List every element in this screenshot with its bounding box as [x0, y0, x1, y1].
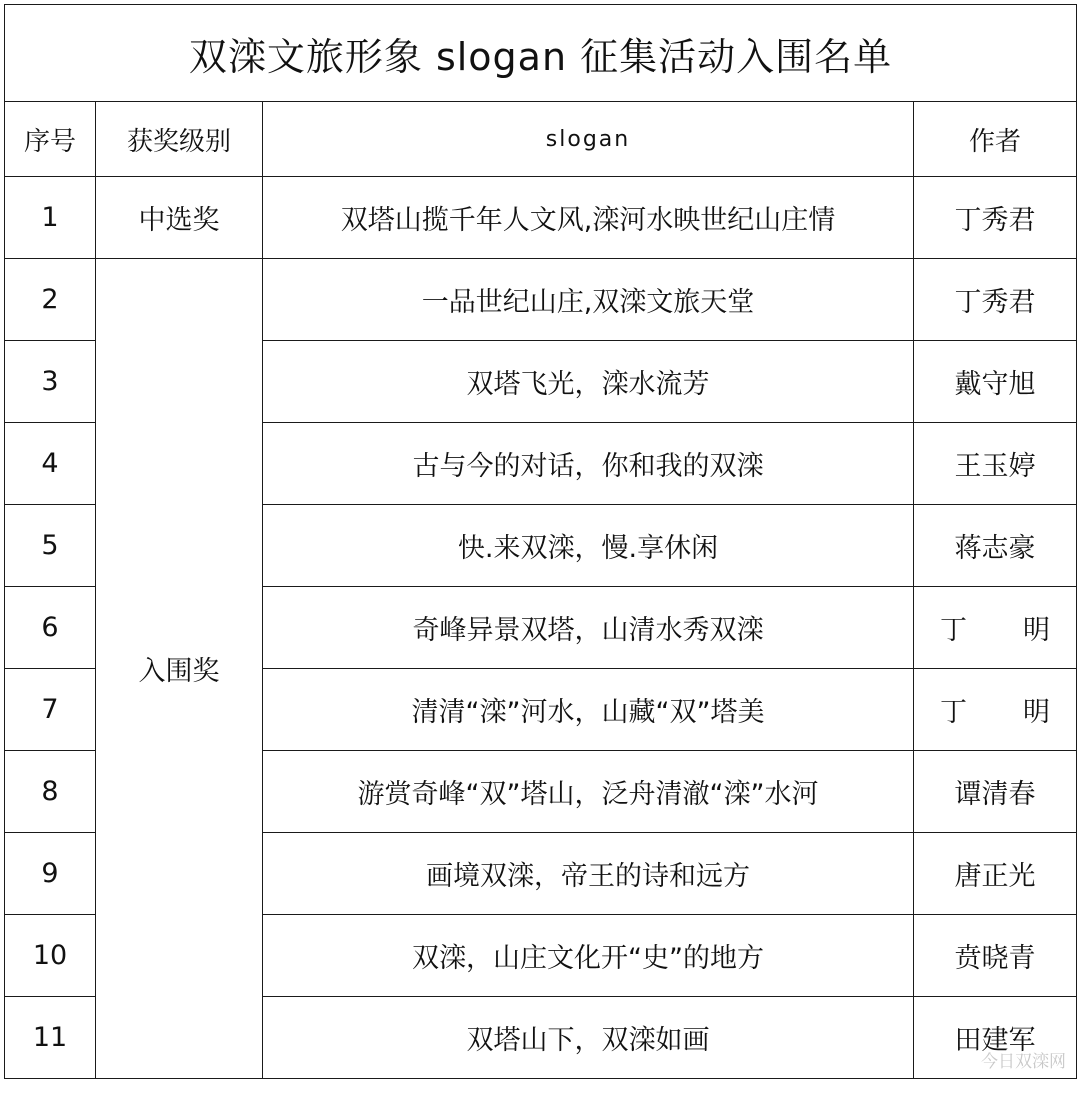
row-author: 王玉婷: [914, 423, 1077, 505]
row-slogan: 双滦，山庄文化开“史”的地方: [263, 915, 914, 997]
row-slogan: 双塔山下，双滦如画: [263, 997, 914, 1079]
row-slogan: 双塔山揽千年人文风,滦河水映世纪山庄情: [263, 177, 914, 259]
award-winner: 中选奖: [96, 177, 263, 259]
row-author: 蒋志豪: [914, 505, 1077, 587]
row-index: 11: [5, 997, 96, 1079]
author-given-name: 明: [1023, 615, 1050, 646]
row-author: 丁秀君: [914, 259, 1077, 341]
row-author: 戴守旭: [914, 341, 1077, 423]
header-author: 作者: [914, 102, 1077, 177]
row-slogan: 清清“滦”河水，山藏“双”塔美: [263, 669, 914, 751]
row-author: [914, 587, 1077, 669]
row-index: 7: [5, 669, 96, 751]
row-index: 5: [5, 505, 96, 587]
author-surname: 丁: [940, 615, 967, 646]
shortlist-sheet: [4, 4, 1076, 1090]
row-index: 10: [5, 915, 96, 997]
row-slogan: 古与今的对话，你和我的双滦: [263, 423, 914, 505]
author-surname: 丁: [940, 697, 967, 728]
page-title: 双滦文旅形象 slogan 征集活动入围名单: [5, 5, 1077, 102]
header-row: [5, 102, 1077, 177]
row-index: 9: [5, 833, 96, 915]
row-slogan: 快.来双滦，慢.享休闲: [263, 505, 914, 587]
row-author: 贲晓青: [914, 915, 1077, 997]
header-slogan: slogan: [263, 102, 914, 177]
row-slogan: 奇峰异景双塔，山清水秀双滦: [263, 587, 914, 669]
row-author: 丁秀君: [914, 177, 1077, 259]
row-index: 3: [5, 341, 96, 423]
shortlist-table: [4, 4, 1077, 1079]
row-author: 唐正光: [914, 833, 1077, 915]
row-index: 4: [5, 423, 96, 505]
row-slogan: 画境双滦，帝王的诗和远方: [263, 833, 914, 915]
row-slogan: 游赏奇峰“双”塔山，泛舟清澈“滦”水河: [263, 751, 914, 833]
row-index: 2: [5, 259, 96, 341]
row-index: 1: [5, 177, 96, 259]
title-row: [5, 5, 1077, 102]
table-row: [5, 177, 1077, 259]
row-slogan: 双塔飞光，滦水流芳: [263, 341, 914, 423]
row-author: [914, 669, 1077, 751]
row-author: 谭清春: [914, 751, 1077, 833]
award-finalist: 入围奖: [96, 259, 263, 1079]
author-given-name: 明: [1023, 697, 1050, 728]
header-award: 获奖级别: [96, 102, 263, 177]
table-row: [5, 259, 1077, 341]
row-slogan: 一品世纪山庄,双滦文旅天堂: [263, 259, 914, 341]
row-author: 田建军: [914, 997, 1077, 1079]
header-index: 序号: [5, 102, 96, 177]
row-index: 8: [5, 751, 96, 833]
row-index: 6: [5, 587, 96, 669]
watermark: 今日双滦网: [981, 1052, 1066, 1072]
